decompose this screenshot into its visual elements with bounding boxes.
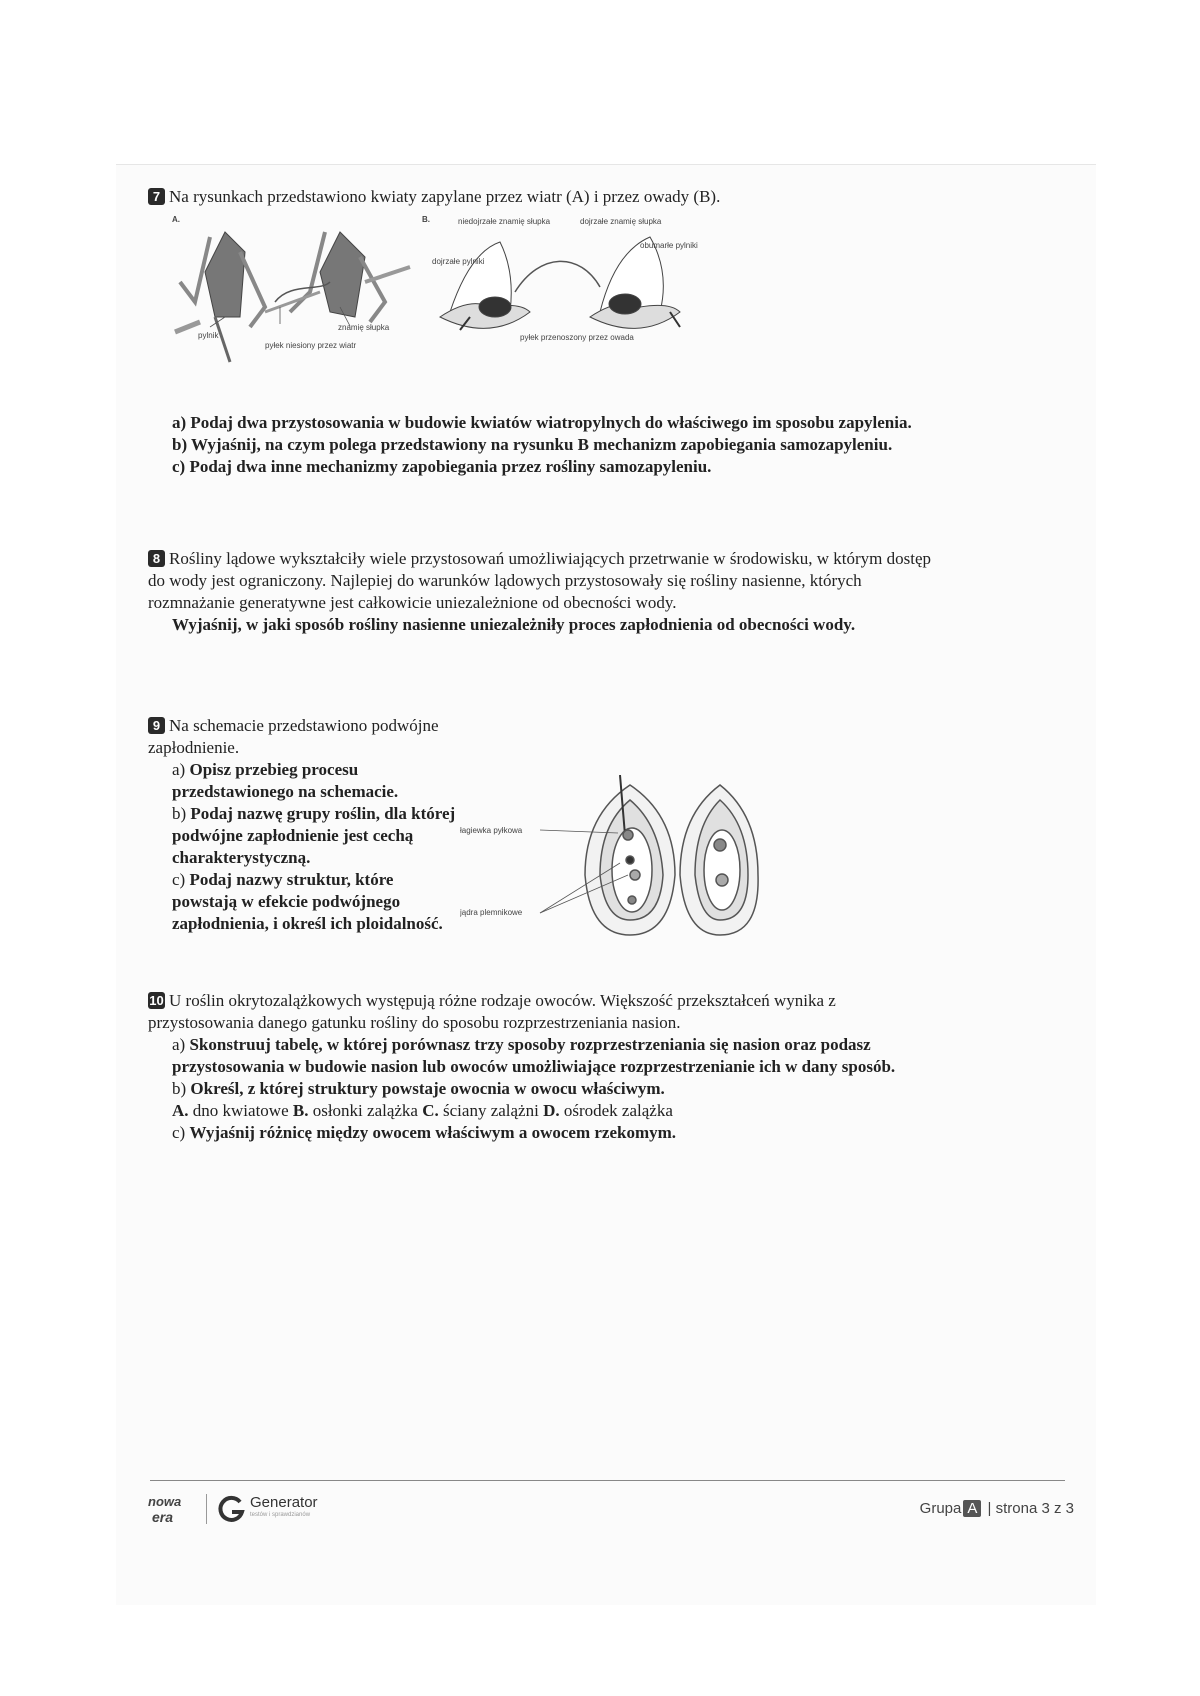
task-7-question-b: b) Wyjaśnij, na czym polega przedstawiony na rysunku B mechanizm zapobiegania samozapyleniu. [172,435,893,454]
task-10-question-b: b) Określ, z której struktury powstaje owocnia w owocu właściwym. [172,1079,665,1098]
option-letter: C. [422,1101,439,1120]
task-9 [148,715,458,935]
wind-flower-right [265,232,410,322]
generator-label: Generator [250,1494,318,1511]
task-number-badge: 9 [148,717,165,734]
insect-flower-right [590,237,680,328]
page-info [920,1500,1074,1517]
task-7-question-c: c) Podaj dwa inne mechanizmy zapobiegania przez rośliny samozapyleniu. [172,457,712,476]
task-7-intro: 7 Na rysunkach przedstawiono kwiaty zapylane przez wiatr (A) i przez owady (B). [148,186,938,208]
task-10 [148,990,938,1144]
option-text: ściany zalążni [443,1101,539,1120]
page-number: | strona 3 z 3 [987,1500,1074,1517]
label-jadra: jądra plemnikowe [460,908,523,917]
task-number-badge: 8 [148,550,165,567]
insect-path-arrow [515,261,600,292]
grupa-badge: A [963,1500,981,1517]
insect-flower-left [440,242,530,330]
footer-divider [206,1494,207,1524]
wind-flower-left [175,232,265,362]
footer-rule [150,1480,1065,1481]
generator-icon [216,1494,246,1524]
svg-text:nowa: nowa [148,1494,182,1509]
fig-b-letter: B. [422,215,430,224]
option-letter: A. [172,1101,189,1120]
task-8-intro: 8 Rośliny lądowe wykształciły wiele przystosowań umożliwiających przetrwanie w środowisku, w którym dostęp do wody jest ograniczony. Najlepiej do warunków lądowych przystosowały się rośliny nasienne, których rozmnażanie generatywne jest całkowicie uniezależnione od obecności wody. [148,549,931,612]
label-pylnik: pylnik [198,331,219,340]
option-text: ośrodek zalążka [563,1101,673,1120]
task-10-question-c: c) Wyjaśnij różnicę między owocem właściwym a owocem rzekomym. [172,1123,677,1142]
task-8-question: Wyjaśnij, w jaki sposób rośliny nasienne uniezależniły proces zapłodnienia od obecności wody. [172,615,856,634]
task-10-intro: 10 U roślin okrytozalążkowych występują różne rodzaje owoców. Większość przekształceń wynika z przystosowania danego gatunku rośliny do sposobu rozprzestrzeniania nasion. [148,991,836,1032]
option-text: dno kwiatowe [192,1101,289,1120]
task-7-questions [148,412,938,478]
grupa-label: Grupa [919,1500,962,1517]
label-dojrzale-znamie: dojrzałe znamię słupka [580,217,662,226]
double-fertilization-diagram [460,775,760,945]
task-9-question-b: b) Podaj nazwę grupy roślin, dla której podwójne zapłodnienie jest cechą charakterystyczną. [172,804,456,867]
option-text: osłonki zalążka [312,1101,418,1120]
option-letter: B. [292,1101,309,1120]
label-lagiewka: łagiewka pyłkowa [460,826,523,835]
task-7-question-a: a) Podaj dwa przystosowania w budowie kwiatów wiatropylnych do właściwego im sposobu zapylenia. [172,413,912,432]
fig-a-letter: A. [172,215,180,224]
task-8 [148,548,938,636]
label-niedojrzale-znamie: niedojrzałe znamię słupka [458,217,551,226]
nowa-era-logo [144,1492,192,1526]
task-10-options [148,1100,938,1122]
ovule-right [680,785,758,935]
task-number-badge: 10 [149,993,164,1008]
label-znamie: znamię słupka [338,323,390,332]
option-letter: D. [543,1101,560,1120]
task-9-question-a: a) Opisz przebieg procesu przedstawionego na schemacie. [172,760,399,801]
task-9-question-c: c) Podaj nazwy struktur, które powstają w efekcie podwójnego zapłodnienia, i określ ich ploidalność. [172,870,443,933]
ovule-left [585,775,675,935]
label-obumarle-pylniki: obumarłe pylniki [640,241,698,250]
generator-sublabel: testów i sprawdzianów [250,1512,311,1518]
task-10-question-a: a) Skonstruuj tabelę, w której porównasz trzy sposoby rozprzestrzeniania się nasion oraz podasz przystosowania w budowie nasion lub owoców umożliwiające rozprzestrzenianie ich w dany sposób. [172,1035,896,1076]
label-pylek-wiatr: pyłek niesiony przez wiatr [265,341,357,350]
svg-text:era: era [152,1509,174,1525]
pollination-diagram [170,212,710,382]
label-dojrzale-pylniki: dojrzałe pylniki [432,257,485,266]
label-pylek-owad: pyłek przenoszony przez owada [520,333,634,342]
task-number-badge: 7 [148,188,165,205]
task-9-intro: 9 Na schemacie przedstawiono podwójne zapłodnienie. [148,716,439,757]
task-7 [148,186,938,208]
